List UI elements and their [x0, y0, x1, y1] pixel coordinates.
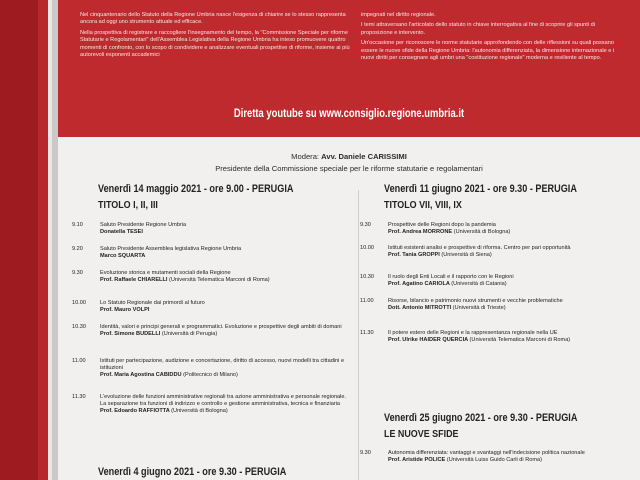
agenda-speaker: Prof. Raffaele CHIARELLI: [100, 276, 168, 283]
agenda-text: Autonomia differenziata: vantaggi e svantaggi nell'indecisione politica nazionale: [388, 450, 585, 456]
session-block: [98, 466, 348, 478]
moderator-name: Avv. Daniele CARISSIMI: [321, 152, 407, 161]
agenda-text: Istituti per partecipazione, audizione e concertazione, diritto di accesso, nuovi modelli tra cittadini e istituzioni: [100, 358, 345, 371]
agenda-speaker: Dott. Antonio MITROTTI: [388, 304, 452, 311]
agenda-time: 11.30: [72, 394, 86, 400]
agenda-speaker: Prof. Maria Agostina CABIDDU: [100, 371, 182, 378]
agenda-text: Risorse, bilancio e patrimonio nuovi strumenti e vecchie problematiche: [388, 298, 563, 304]
agenda-speaker: Prof. Tania GROPPI: [388, 251, 440, 258]
intro-paragraph: I temi attraversano l'articolato dello statuto in chiave interrogativa al fine di scoprire gli spunti di proposizione e intervento.: [361, 22, 595, 36]
agenda-item: [72, 246, 348, 270]
agenda-item: [72, 394, 348, 434]
agenda-affiliation: (Università di Siena): [441, 251, 492, 258]
agenda-text: Identità, valori e principi generali e programmatici. Evoluzione e prospettive degli ambiti di domani: [100, 324, 342, 330]
agenda-item: [72, 300, 348, 324]
session-items: [360, 450, 628, 480]
agenda-speaker: Prof. Simone BUDELLI: [100, 330, 161, 337]
agenda-time: 11.30: [360, 330, 374, 336]
agenda-speaker: Marco SQUARTA: [100, 252, 146, 259]
agenda-affiliation: (Università di Trieste): [452, 304, 506, 311]
agenda-time: 10.00: [360, 245, 374, 251]
agenda-time: 11.00: [72, 358, 86, 364]
agenda-time: 9.30: [72, 270, 83, 276]
session-items: [360, 222, 628, 370]
agenda-item: [72, 324, 348, 358]
session-date: Venerdì 25 giugno 2021 - ore 9.30 - PERUGIA: [384, 412, 578, 424]
agenda-item: [360, 245, 628, 274]
agenda-time: 9.10: [72, 222, 83, 228]
agenda-item: [72, 222, 348, 246]
session-title: TITOLO I, II, III: [98, 200, 158, 211]
agenda-text: Istituti esistenti analisi e prospettive di riforma. Centro per pari opportunità: [388, 245, 571, 251]
agenda-text: Il ruolo degli Enti Locali e il rapporto con le Regioni: [388, 274, 514, 280]
youtube-link[interactable]: Diretta youtube su www.consiglio.regione.umbria.it: [233, 108, 465, 120]
agenda-time: 9.20: [72, 246, 83, 252]
agenda-speaker: Prof. Andrea MORRONE: [388, 228, 453, 235]
session-block: [98, 183, 348, 211]
agenda-time: 10.30: [72, 324, 86, 330]
session-date: Venerdì 11 giugno 2021 - ore 9.30 - PERUGIA: [384, 183, 577, 195]
agenda-speaker: Prof. Ulrike HAIDER QUERCIA: [388, 336, 468, 343]
agenda-affiliation: (Politecnico di Milano): [183, 371, 238, 378]
agenda-text: Evoluzione storica e mutamenti sociali della Regione: [100, 270, 231, 276]
agenda-time: 10.30: [360, 274, 374, 280]
intro-paragraph: Un'occasione per riconoscere le norme statutarie approfondendo con delle riflessioni su quali possano essere le nuove sfide della Regione Umbria: l'autonomia differenziata, la dimensione internazionale e i nuovi diritti per consegnare agli umbri una "costituzione regionale" moderna e resiliente al tempo.: [361, 40, 615, 62]
agenda-item: [72, 270, 348, 300]
agenda-item: [360, 222, 628, 245]
session-block: [384, 183, 634, 211]
agenda-item: [360, 298, 628, 330]
agenda-time: 10.00: [72, 300, 86, 306]
agenda-affiliation: (Università Telematica Marconi di Roma): [469, 336, 571, 343]
agenda-time: 11.00: [360, 298, 374, 304]
moderator-role: Presidente della Commissione speciale per le riforme statutarie e regolamentari: [215, 164, 483, 173]
agenda-text: Lo Statuto Regionale dai primordi al futuro: [100, 300, 205, 306]
session-items: [72, 222, 348, 434]
agenda-time: 9.30: [360, 222, 371, 228]
column-divider: [358, 190, 359, 480]
agenda-item: [360, 274, 628, 298]
intro-right-column: [361, 12, 621, 65]
session-block: [384, 412, 634, 440]
agenda-speaker: Donatella TESEI: [100, 228, 143, 235]
agenda-text: Il potere estero delle Regioni e la rappresentanza regionale nella UE: [388, 330, 558, 336]
left-red-edge-inner: [38, 0, 48, 480]
session-date: Venerdì 14 maggio 2021 - ore 9.00 - PERUGIA: [98, 183, 294, 195]
left-red-edge: [0, 0, 38, 480]
intro-left-column: [80, 12, 350, 62]
intro-red-block: [58, 0, 640, 137]
agenda-affiliation: (Università di Bologna): [453, 228, 511, 235]
agenda-text: Saluto Presidente Regione Umbria: [100, 222, 187, 228]
agenda-affiliation: (Università di Catania): [451, 280, 507, 287]
intro-paragraph: Nel cinquantenario dello Statuto della Regione Umbria nasce l'esigenza di chiarire se lo stesso rappresenta ancora ad oggi uno strumento attuale ed efficace.: [80, 12, 346, 26]
agenda-speaker: Prof. Aristide POLICE: [388, 456, 446, 463]
session-title: LE NUOVE SFIDE: [384, 429, 459, 440]
agenda-item: [360, 330, 628, 370]
agenda-text: Prospettive delle Regioni dopo la pandemia: [388, 222, 496, 228]
session-title: TITOLO VII, VIII, IX: [384, 200, 462, 211]
moderator-label: Modera:: [291, 152, 320, 161]
intro-paragraph: Nella prospettiva di registrare e raccogliere l'insegnamento del tempo, la "Commissione Speciale per riforme Statutarie e Regolamentari" dell'Assemblea Legislativa della Regione Umbria ha inteso promuovere quattro momenti di confronto, con lo scopo di condividere e analizzare eventuali prospettive di riforme, insieme ai più autorevoli esponenti accademici: [80, 29, 350, 59]
session-date: Venerdì 4 giugno 2021 - ore 9.30 - PERUGIA: [98, 466, 287, 478]
agenda-affiliation: (Università di Perugia): [161, 330, 218, 337]
agenda-text: L'evoluzione delle funzioni amministrative regionali tra azione amministrativa e personale regionale. La separazione tra funzioni di indirizzo e controllo e gestione amministrativa, tecnica e finanziaria: [100, 394, 347, 407]
agenda-time: 9.30: [360, 450, 371, 456]
agenda-item: [72, 358, 348, 394]
agenda-text: Saluto Presidente Assemblea legislativa Regione Umbria: [100, 246, 242, 252]
agenda-speaker: Prof. Edoardo RAFFIOTTA: [100, 407, 170, 414]
brochure-page: [58, 0, 640, 480]
agenda-speaker: Prof. Agatino CARIOLA: [388, 280, 450, 287]
agenda-item: [360, 450, 628, 480]
agenda-affiliation: (Università Telematica Marconi di Roma): [169, 276, 270, 283]
intro-paragraph: impegnati nel diritto regionale.: [361, 12, 436, 18]
agenda-affiliation: (Università di Bologna): [171, 407, 228, 414]
agenda-speaker: Prof. Mauro VOLPI: [100, 306, 150, 313]
agenda-affiliation: (Università Luiss Guido Carli di Roma): [446, 456, 542, 463]
moderator-line: [58, 152, 640, 161]
